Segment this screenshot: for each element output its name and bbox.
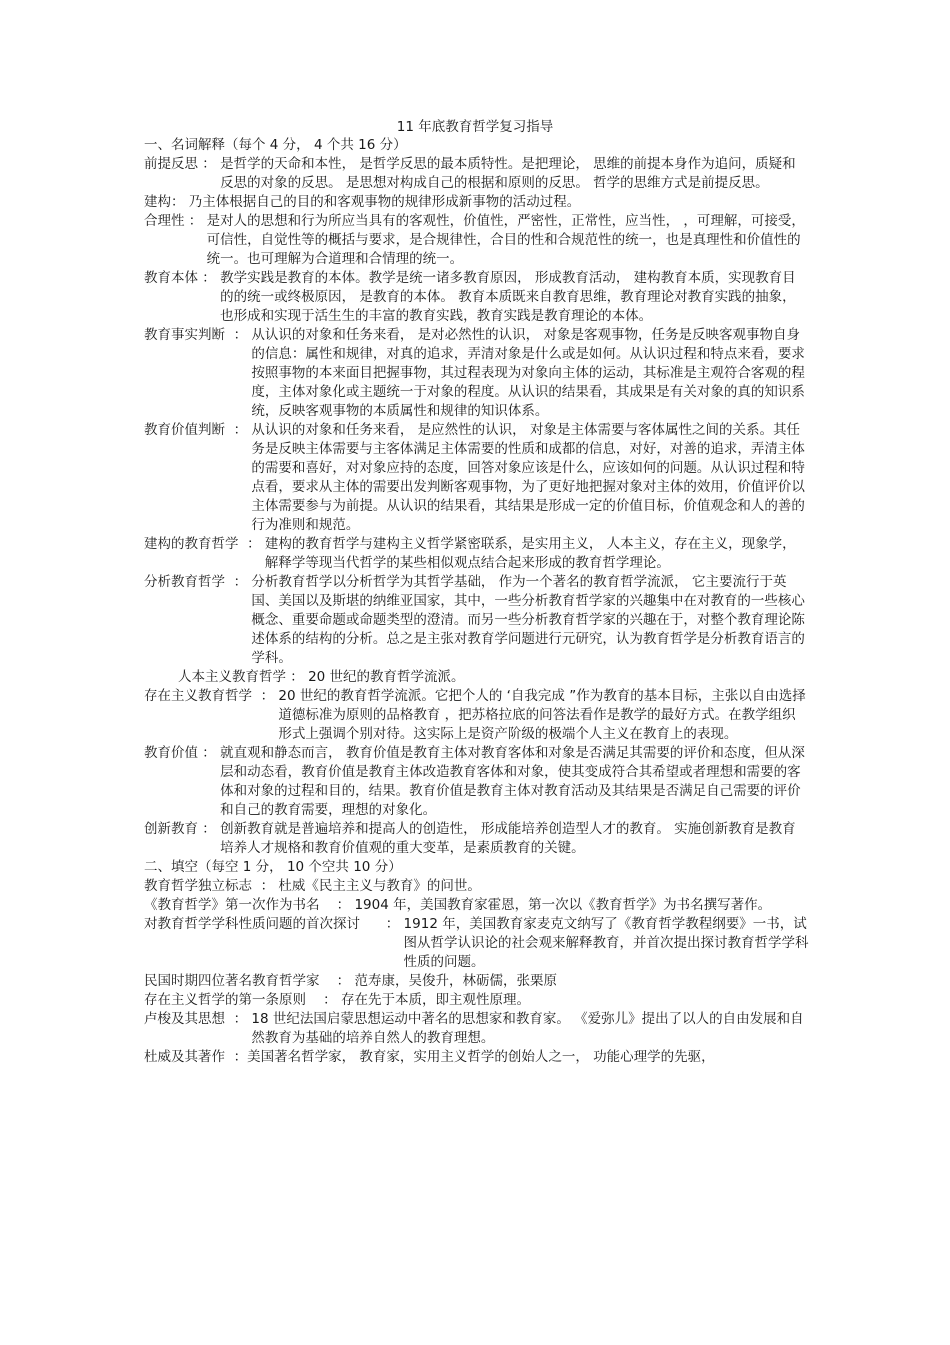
entry-term: 《教育哲学》第一次作为书名 <box>144 897 320 913</box>
fill-in-list <box>144 877 809 1067</box>
entry-separator: ： <box>225 1011 252 1027</box>
definition-entry <box>144 820 809 858</box>
definition-entry <box>144 535 809 573</box>
entry-separator: ： <box>198 270 221 286</box>
definition-entry <box>144 155 809 193</box>
entry-definition: 20 世纪的教育哲学流派。它把个人的 ‘自我完成 ”作为教育的基本目标，主张以自由选择道德标准为原则的品格教育 ，把苏格拉底的问答法看作是教学的最好方式。在教学组织形式上强调个别对待。这实际上是资产阶级的极端个人主义在教育上的表现。 <box>278 688 806 742</box>
entry-separator: ： <box>306 992 341 1008</box>
definition-entry <box>144 193 809 212</box>
definition-entry <box>144 212 809 269</box>
entry-separator: ： <box>360 916 404 932</box>
entry-definition: 美国著名哲学家， 教育家，实用主义哲学的创始人之一， 功能心理学的先驱， <box>247 1049 715 1065</box>
fill-entry <box>144 991 809 1010</box>
definition-entry <box>144 326 809 421</box>
entry-definition: 乃主体根据自己的目的和客观事物的规律形成新事物的活动过程。 <box>188 194 581 210</box>
entry-separator: ： <box>238 536 265 552</box>
entry-separator: ： <box>198 745 221 761</box>
entry-term: 杜威及其著作 <box>144 1049 225 1065</box>
entry-definition: 教学实践是教育的本体。教学是统一诸多教育原因， 形成教育活动， 建构教育本质，实现教育目的的统一或终极原因， 是教育的本体。 教育本质既来自教育思维，教育理论对教育实践的抽象，也形成和实现于活生生的丰富的教育实践，教育实践是教育理论的本体。 <box>220 270 796 324</box>
entry-definition: 分析教育哲学以分析哲学为其哲学基础， 作为一个著名的教育哲学流派， 它主要流行于英国、美国以及斯堪的纳维亚国家，其中，一些分析教育哲学家的兴趣集中在对教育的一些核心概念、重要命题或命题类型的澄清。而另一些分析教育哲学家的兴趣在于，对整个教育理论陈述体系的结构的分析。总之是主张对教育学问题进行元研究，认为教育哲学是分析教育语言的学科。 <box>251 574 805 666</box>
entry-separator: ： <box>184 213 207 229</box>
definitions-list-2 <box>144 687 809 858</box>
entry-definition: 创新教育就是普遍培养和提高人的创造性， 形成能培养创造型人才的教育。 实施创新教育是教育培养人才规格和教育价值观的重大变革，是素质教育的关键。 <box>220 821 796 856</box>
entry-definition: 就直观和静态而言， 教育价值是教育主体对教育客体和对象是否满足其需要的评价和态度，但从深层和动态看，教育价值是教育主体改造教育客体和对象，使其变成符合其希望或者理想和需要的客体和对象的过程和目的，结果。教育价值是教育主体对教育活动及其结果是否满足自己需要的评价和自己的教育需要，理想的对象化。 <box>220 745 805 818</box>
entry-term: 建构的教育哲学 <box>144 536 239 552</box>
entry-separator: ： <box>225 422 252 438</box>
entry-separator: ： <box>225 1049 248 1065</box>
entry-term: 教育本体 <box>144 270 198 286</box>
fill-entry <box>144 896 809 915</box>
entry-definition: 1912 年，美国教育家麦克文纳写了《教育哲学教程纲要》一书，试图从哲学认识论的社会观来解释教育，并首次提出探讨教育哲学学科性质的问题。 <box>403 916 809 970</box>
entry-term: 存在主义哲学的第一条原则 <box>144 992 306 1008</box>
entry-definition: 1904 年，美国教育家霍恩，第一次以《教育哲学》为书名撰写著作。 <box>354 897 772 913</box>
document-title: 11 年底教育哲学复习指导 <box>396 119 554 135</box>
entry-separator: ： <box>171 194 189 210</box>
entry-separator: ： <box>198 821 221 837</box>
entry-term: 对教育哲学学科性质问题的首次探讨 <box>144 916 360 932</box>
entry-separator: ： <box>225 327 252 343</box>
entry-term: 教育哲学独立标志 <box>144 878 252 894</box>
definition-humanism: 人本主义教育哲学 ： 20 世纪的教育哲学流派。 <box>178 669 465 685</box>
definition-entry <box>144 744 809 820</box>
fill-entry <box>144 915 809 972</box>
entry-term: 创新教育 <box>144 821 198 837</box>
definition-entry <box>144 573 809 668</box>
entry-separator: ： <box>252 878 279 894</box>
entry-definition: 范寿康，吴俊升，林砺儒，张栗原 <box>354 973 557 989</box>
entry-term: 前提反思 <box>144 156 198 172</box>
entry-definition: 建构的教育哲学与建构主义哲学紧密联系，是实用主义， 人本主义，存在主义，现象学，解释学等现当代哲学的某些相似观点结合起来形成的教育哲学理论。 <box>264 536 796 571</box>
document-body <box>144 136 809 1067</box>
entry-term: 教育价值判断 <box>144 422 225 438</box>
entry-term: 分析教育哲学 <box>144 574 225 590</box>
definition-entry <box>144 421 809 535</box>
fill-entry <box>144 972 809 991</box>
fill-entry <box>144 1048 809 1067</box>
entry-term: 教育价值 <box>144 745 198 761</box>
entry-definition: 从认识的对象和任务来看， 是应然性的认识， 对象是主体需要与客体属性之间的关系。其任务是反映主体需要与主客体满足主体需要的性质和成都的信息，对好，对善的追求，弄清主体的需要和喜好，对对象应持的态度，回答对象应该是什么，应该如何的问题。从认识过程和特点看，要求从主体的需要出发判断客观事物，为了更好地把握对象对主体的效用，价值评价以主体需要参与为前提。从认识的结果看，其结果是形成一定的价值目标，价值观念和人的善的行为准则和规范。 <box>251 422 805 533</box>
definitions-list <box>144 155 809 668</box>
definition-entry <box>144 687 809 744</box>
entry-separator: ： <box>198 156 221 172</box>
section-heading-fill: 二、填空（每空 1 分， 10 个空共 10 分） <box>144 859 402 875</box>
entry-definition: 从认识的对象和任务来看， 是对必然性的认识， 对象是客观事物，任务是反映客观事物自身的信息：属性和规律，对真的追求，弄清对象是什么或是如何。从认识过程和特点来看，要求按照事物的本来面目把握事物，其过程表现为对象向主体的运动，其标准是主观符合客观的程度，主体对象化或主题统一于对象的程度。从认识的结果看，其成果是有关对象的真的知识系统，反映客观事物的本质属性和规律的知识体系。 <box>251 327 805 419</box>
entry-separator: ： <box>252 688 279 704</box>
entry-term: 教育事实判断 <box>144 327 225 343</box>
entry-term: 卢梭及其思想 <box>144 1011 225 1027</box>
entry-definition: 18 世纪法国启蒙思想运动中著名的思想家和教育家。 《爱弥儿》提出了以人的自由发展和自然教育为基础的培养自然人的教育理想。 <box>251 1011 804 1046</box>
entry-term: 存在主义教育哲学 <box>144 688 252 704</box>
entry-separator: ： <box>319 897 355 913</box>
fill-entry <box>144 877 809 896</box>
fill-entry <box>144 1010 809 1048</box>
entry-definition: 杜威《民主主义与教育》的问世。 <box>278 878 481 894</box>
entry-definition: 是对人的思想和行为所应当具有的客观性，价值性，严密性，正常性，应当性， ，可理解，可接受，可信性，自觉性等的概括与要求，是合规律性，合目的性和合规范性的统一，也是真理性和价值性的统一。也可理解为合道理和合情理的统一。 <box>206 213 805 267</box>
section-heading-terms: 一、名词解释（每个 4 分， 4 个共 16 分） <box>144 137 407 153</box>
entry-separator: ： <box>225 574 252 590</box>
entry-definition: 是哲学的天命和本性， 是哲学反思的最本质特性。是把理论， 思维的前提本身作为追问，质疑和反思的对象的反思。 是思想对构成自己的根据和原则的反思。 哲学的思维方式是前提反思。 <box>220 156 796 191</box>
entry-term: 合理性 <box>144 213 185 229</box>
entry-separator: ： <box>319 973 355 989</box>
entry-term: 建构 <box>144 194 171 210</box>
entry-term: 民国时期四位著名教育哲学家 <box>144 973 320 989</box>
entry-definition: 存在先于本质，即主观性原理。 <box>340 992 530 1008</box>
definition-entry <box>144 269 809 326</box>
